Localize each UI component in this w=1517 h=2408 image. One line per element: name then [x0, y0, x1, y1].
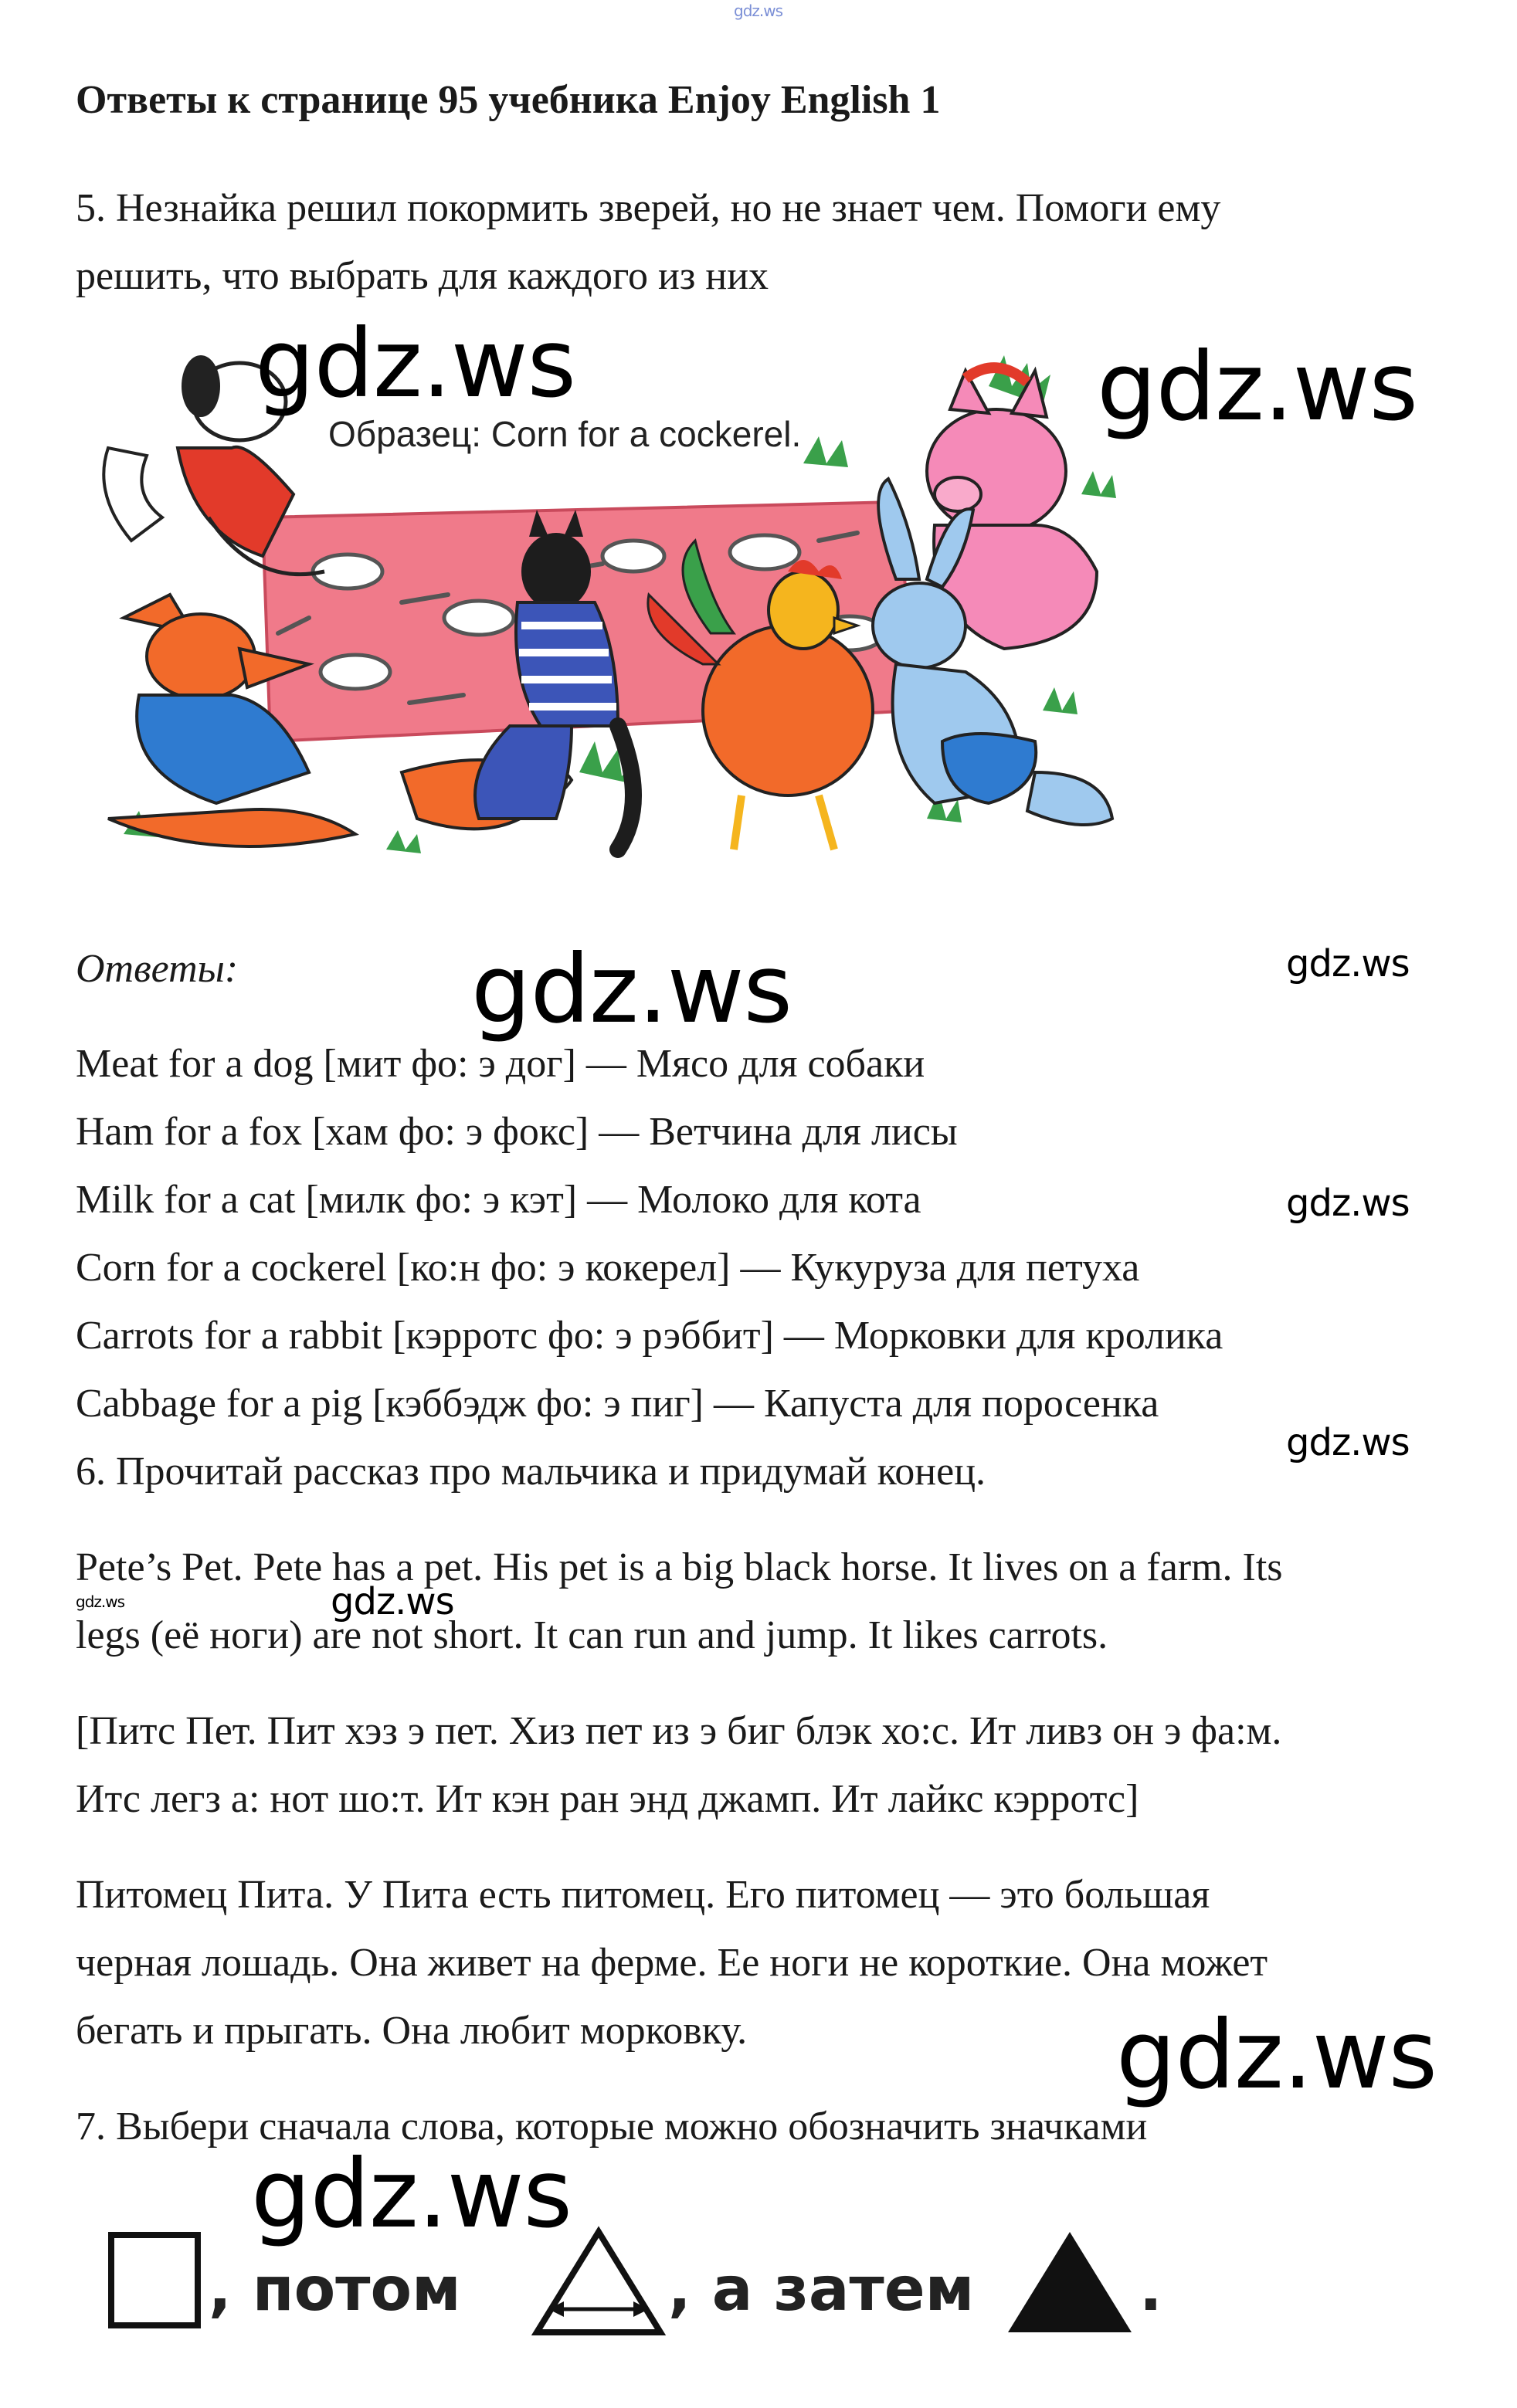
story-transcription-line2: Итс легз а: нот шо:т. Ит кэн ран энд джамп. Ит лайкс кэрротс]: [76, 1777, 1139, 1821]
watermark: gdz.ws: [1116, 2000, 1437, 2110]
answer-item: Milk for a cat [милк фо: э кэт] — Молоко для кота: [76, 1178, 921, 1222]
end-text: .: [1139, 2255, 1162, 2325]
task5-illustration: [77, 340, 1151, 896]
story-en-line2: legs (её ноги) are not short. It can run and jump. It likes carrots.: [76, 1613, 1108, 1657]
answer-item: Meat for a dog [мит фо: э дог] — Мясо для собаки: [76, 1042, 925, 1086]
watermark: gdz.ws: [1097, 332, 1418, 442]
page-title: Ответы к странице 95 учебника Enjoy English 1: [76, 78, 941, 122]
and-then-text: , а затем: [668, 2255, 975, 2325]
watermark: gdz.ws: [255, 309, 576, 419]
square-icon: [108, 2232, 201, 2328]
story-transcription-line1: [Питс Пет. Пит хэз э пет. Хиз пет из э биг блэк хо:с. Ит ливз он э фа:м.: [76, 1709, 1282, 1753]
story-en-line1: Pete’s Pet. Pete has a pet. His pet is a big black horse. It lives on a farm. Its: [76, 1545, 1283, 1589]
task5-text-line1: 5. Незнайка решил покормить зверей, но не знает чем. Помоги ему: [76, 186, 1221, 230]
answer-item: Carrots for a rabbit [кэрротс фо: э рэббит] — Морковки для кролика: [76, 1314, 1223, 1358]
watermark: gdz.ws: [471, 934, 792, 1044]
story-ru-line2: черная лошадь. Она живет на ферме. Ее ноги не короткие. Она может: [76, 1941, 1268, 1985]
filled-triangle-icon: [1004, 2224, 1135, 2340]
answer-item: Cabbage for a pig [кэббэдж фо: э пиг] — Капуста для поросенка: [76, 1382, 1159, 1426]
watermark: gdz.ws: [331, 1580, 454, 1623]
task6-heading: 6. Прочитай рассказ про мальчика и придумай конец.: [76, 1450, 986, 1494]
then-text: , потом: [209, 2255, 461, 2325]
watermark: gdz.ws: [1286, 1421, 1410, 1464]
watermark: gdz.ws: [1286, 942, 1410, 985]
answer-item: Ham for a fox [хам фо: э фокс] — Ветчина для лисы: [76, 1110, 958, 1154]
watermark: gdz.ws: [251, 2139, 572, 2249]
watermark: gdz.ws: [1286, 1182, 1410, 1225]
answer-item: Corn for a cockerel [ко:н фо: э кокерел] — Кукуруза для петуха: [76, 1246, 1140, 1290]
task5-text-line2: решить, что выбрать для каждого из них: [76, 254, 769, 298]
story-ru-line1: Питомец Пита. У Пита есть питомец. Его питомец — это большая: [76, 1873, 1210, 1917]
watermark: gdz.ws: [76, 1592, 125, 1611]
answers-label: Ответы:: [76, 947, 239, 991]
task7-heading: 7. Выбери сначала слова, которые можно обозначить значками: [76, 2104, 1148, 2149]
story-ru-line3: бегать и прыгать. Она любит морковку.: [76, 2009, 748, 2053]
top-watermark: gdz.ws: [734, 2, 783, 20]
illustration-caption: Образец: Corn for a cockerel.: [328, 414, 802, 454]
